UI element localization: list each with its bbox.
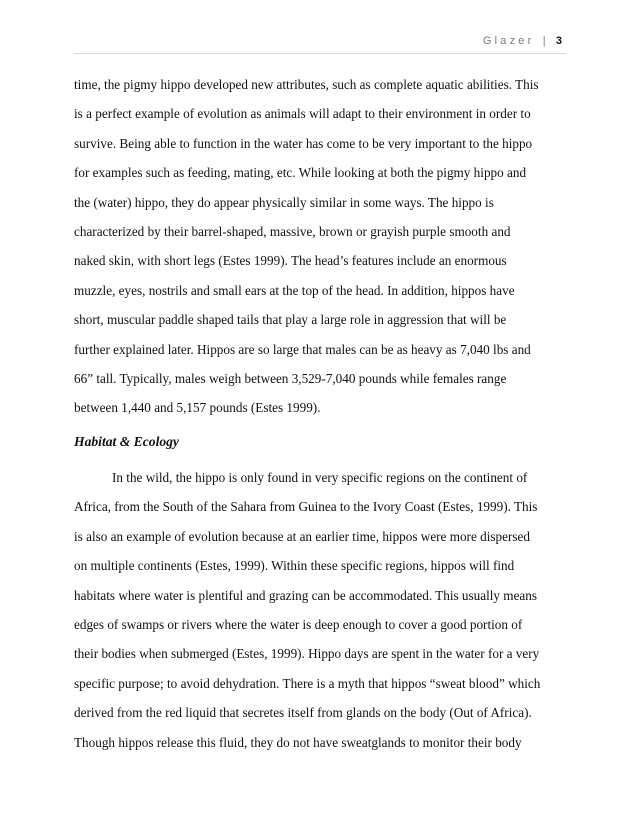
text-line: further explained later. Hippos are so large that males can be as heavy as 7,040 lbs and <box>74 341 531 357</box>
text-line: Though hippos release this fluid, they do not have sweatglands to monitor their body <box>74 734 522 750</box>
section-heading: Habitat & Ecology <box>74 433 179 449</box>
text-line: In the wild, the hippo is only found in very specific regions on the continent of <box>112 470 528 486</box>
text-line: time, the pigmy hippo developed new attributes, such as complete aquatic abilities. This <box>74 77 539 92</box>
text-line: between 1,440 and 5,157 pounds (Estes 1999). <box>74 400 321 416</box>
text-line: on multiple continents (Estes, 1999). Within these specific regions, hippos will find <box>74 558 515 574</box>
text-line: Africa, from the South of the Sahara from Guinea to the Ivory Coast (Estes, 1999). This <box>74 499 538 515</box>
header-divider <box>74 53 566 54</box>
header-separator: | <box>542 35 546 47</box>
text-line: survive. Being able to function in the water has come to be very important to the hippo <box>74 135 533 151</box>
text-line: short, muscular paddle shaped tails that play a large role in aggression that will be <box>74 312 507 328</box>
text-line: the (water) hippo, they do appear physically similar in some ways. The hippo is <box>74 194 494 210</box>
text-line: muzzle, eyes, nostrils and small ears at the top of the head. In addition, hippos have <box>74 282 515 298</box>
header-author: Glazer <box>482 35 535 47</box>
paragraph-1 <box>74 70 574 423</box>
text-line: characterized by their barrel-shaped, massive, brown or grayish purple smooth and <box>74 223 511 239</box>
body-text <box>74 70 574 757</box>
paragraph-2 <box>74 463 574 757</box>
text-line: edges of swamps or rivers where the water is deep enough to cover a good portion of <box>74 617 523 633</box>
text-line: 66” tall. Typically, males weigh between 3,529-7,040 pounds while females range <box>74 370 507 386</box>
text-line: habitats where water is plentiful and grazing can be accommodated. This usually means <box>74 587 537 603</box>
page-header <box>483 35 562 47</box>
text-line: for examples such as feeding, mating, etc. While looking at both the pigmy hippo and <box>74 165 527 181</box>
text-line: is also an example of evolution because at an earlier time, hippos were more dispersed <box>74 528 530 544</box>
text-line: specific purpose; to avoid dehydration. There is a myth that hippos “sweat blood” which <box>74 675 541 691</box>
text-line: is a perfect example of evolution as animals will adapt to their environment in order to <box>74 106 531 122</box>
text-line: naked skin, with short legs (Estes 1999). The head’s features include an enormous <box>74 253 507 269</box>
text-line: their bodies when submerged (Estes, 1999). Hippo days are spent in the water for a very <box>74 646 540 662</box>
page-number: 3 <box>555 35 562 47</box>
text-line: derived from the red liquid that secretes itself from glands on the body (Out of Africa). <box>74 705 532 721</box>
